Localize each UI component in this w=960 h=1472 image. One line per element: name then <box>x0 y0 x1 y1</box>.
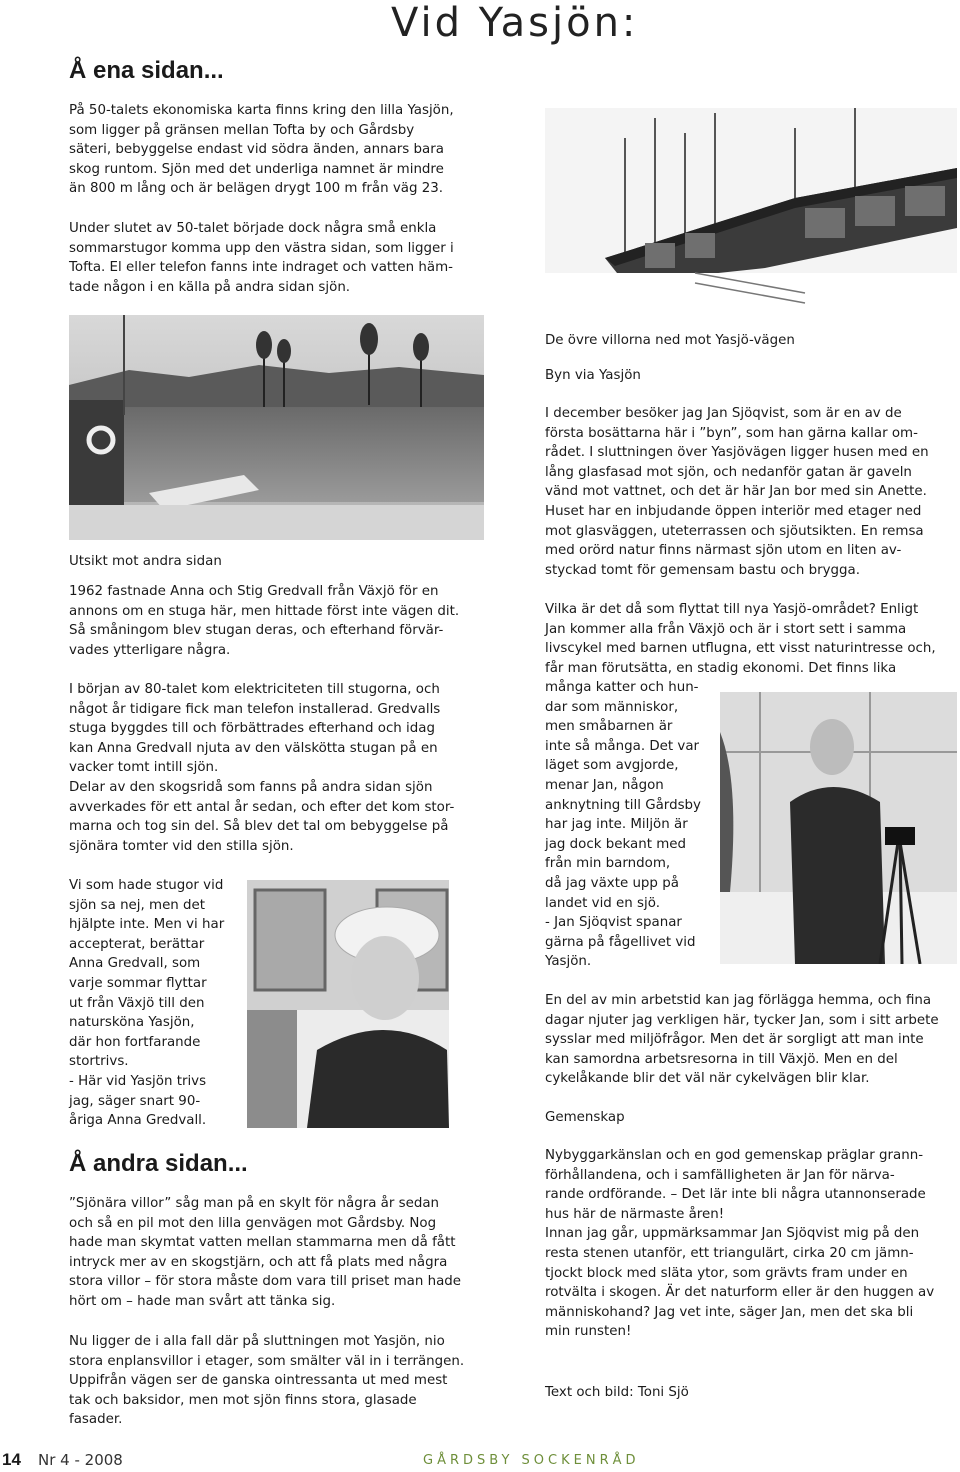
paragraph-eighties: I början av 80-talet kom elektriciteten till stugorna, och något år tidigare fick man telefon installerad. Gredvalls stuga byggdes till och förbättrades efterhand och idag kan Anna Gredvall njuta av den välskötta stugan på en vacker tomt intill sjön. Delar av den skogsridå som fanns på andra sidan sjön avverkades för ett antal år sedan, och efter det kom stor- marna och tog sin del. Så blev det tal om bebyggelse på sjönära tomter vid den stilla sjön. <box>69 682 455 854</box>
paragraph-1962: 1962 fastnade Anna och Stig Gredvall från Växjö för en annons om en stuga här, men hittade först inte vägen dit. Så småningom blev stugan deras, och efterhand förvär- vades ytterligare några. <box>69 584 460 658</box>
paragraph-jan-sjoqvist: I december besöker jag Jan Sjöqvist, som är en av de första bosättarna här i ”byn”, som han gärna kallar om- rådet. I sluttningen över Yasjövägen ligger husen med en lång glasfasad mot sjön, och nedanför gatan är gaveln vänd mot vattnet, och det är här Jan bor med sin Anette. Huset har en inbjudande öppen interiör med etager ned mot glasväggen, uteterrassen och sjöutsikten. En remsa med orörd natur finns närmast sjön utom en liten av- styckad tomt för gemensam bastu och brygga. <box>545 406 929 578</box>
paragraph-nybyggar: Nybyggarkänslan och en god gemenskap präglar grann- förhållandena, och i samfälligheten är Jan för närva- rande ordförande. – Det lär inte bli några utannonserade hus här de närmaste åren! Innan jag går, uppmärksammar Jan Sjöqvist mig på den resta stenen utanför, ett triangulärt, cirka 20 cm jämn- tjockt block med släta ytor, som grävts fram under en rotvälta i skogen. Är det naturform eller är den huggen av människohand? Jag vet inte, säger Jan, men det ska bli min runsten! <box>545 1148 935 1340</box>
paragraph-enplansvillor: Nu ligger de i alla fall där på sluttningen mot Yasjön, nio stora enplansvillor i etager, som smälter väl in i terrängen. Uppifrån vägen ser de ganska ointressanta ut med mest tak och baksidor, men mot sjön finns stora, glasade fasader. <box>69 1334 465 1428</box>
page-title: Vid Yasjön: <box>391 0 639 46</box>
caption-lake: Utsikt mot andra sidan <box>69 554 222 569</box>
lake-photo <box>69 315 484 540</box>
villas-photo <box>545 108 957 308</box>
paragraph-fifties: Under slutet av 50-talet började dock några små enkla sommarstugor komma upp den västra sidan, som ligger i Tofta. El eller telefon fanns inte indraget och vatten häm- tade någon i en källa på andra sidan sjön. <box>69 221 454 295</box>
jan-sjoqvist-photo <box>720 692 957 964</box>
credit: Text och bild: Toni Sjö <box>545 1385 689 1400</box>
paragraph-katter: många katter och hun- dar som människor, men småbarnen är inte så många. Det var läget som avgjorde, menar Jan, någon anknytning till Gårdsby har jag inte. Miljön är jag dock bekant med från min barndom, då jag växte upp på landet vid en sjö. - Jan Sjöqvist spanar gärna på fågellivet vid Yasjön. <box>545 680 701 970</box>
subhead-gemenskap: Gemenskap <box>545 1110 625 1125</box>
paragraph-sjonara-villor: ”Sjönära villor” såg man på en skylt för några år sedan och så en pil mot den lilla genvägen mot Gårdsby. Nog hade man skymtat vatten mellan stammarna men då fått intryck mer av en skogstjärn, och att få plats med några stora villor – för stora måste dom vara till priset man hade hört om – hade man svårt att tänka sig. <box>69 1196 462 1309</box>
brand-name: GÅRDSBY SOCKENRÅD <box>423 1453 640 1468</box>
caption-village: Byn via Yasjön <box>545 368 641 383</box>
page-number: 14 <box>2 1450 21 1469</box>
heading-andra-sidan: Å andra sidan... <box>69 1150 248 1177</box>
heading-ena-sidan: Å ena sidan... <box>69 57 224 84</box>
issue-number: Nr 4 - 2008 <box>38 1451 123 1469</box>
paragraph-intro: På 50-talets ekonomiska karta finns kring den lilla Yasjön, som ligger på gränsen mellan Tofta by och Gårdsby säteri, bebyggelse endast vid södra änden, annars bara skog runtom. Sjön med det underliga namnet är mindre än 800 m lång och är belägen drygt 100 m från väg 23. <box>69 103 454 197</box>
caption-villas: De övre villorna ned mot Yasjö-vägen <box>545 333 795 348</box>
paragraph-vilka: Vilka är det då som flyttat till nya Yasjö-området? Enligt Jan kommer alla från Växjö och är i stort sett i samma livscykel med barnen utflugna, ett visst naturintresse och, får man förutsätta, en stadig ekonomi. Det finns lika <box>545 602 936 676</box>
paragraph-arbetstid: En del av min arbetstid kan jag förlägga hemma, och fina dagar njuter jag verkligen här, tycker Jan, som i sitt arbete sysslar med miljöfrågor. Men det är sorgligt att man inte kan samordna arbetsresorna in till Växjö. Men en del cykelåkande blir det väl när cykelvägen blir klar. <box>545 993 939 1087</box>
anna-gredvall-photo <box>247 880 449 1128</box>
paragraph-anna: Vi som hade stugor vid sjön sa nej, men det hjälpte inte. Men vi har accepterat, berättar Anna Gredvall, som varje sommar flyttar ut från Växjö till den natursköna Yasjön, där hon fortfarande stortrivs. - Här vid Yasjön trivs jag, säger snart 90- åriga Anna Gredvall. <box>69 878 225 1129</box>
